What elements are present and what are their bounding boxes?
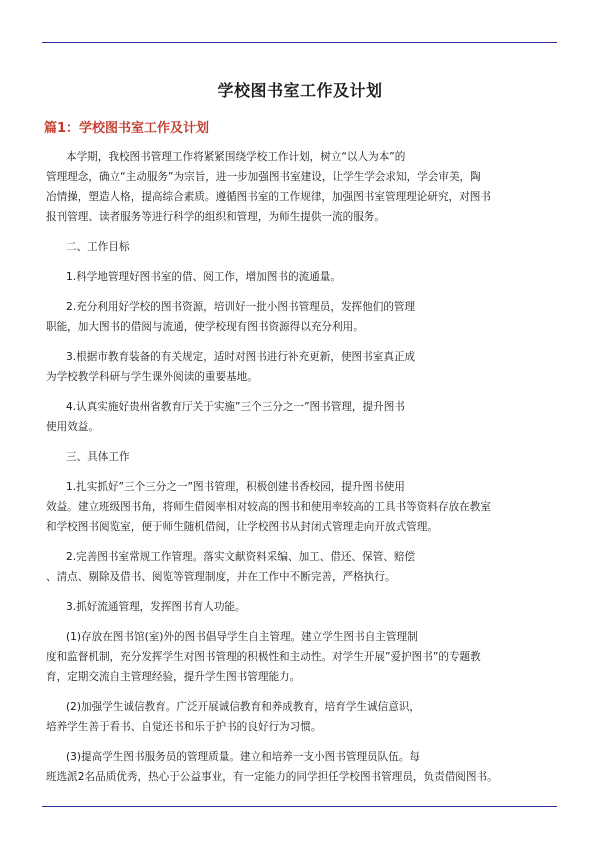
bottom-rule [42, 806, 557, 807]
text-line: 使用效益。 [46, 421, 99, 433]
text-line: 职能，加大图书的借阅与流通，使学校现有图书资源得以充分利用。 [46, 321, 364, 333]
document-body [46, 147, 558, 797]
text-line: 1.科学地管理好图书室的借、阅工作，增加图书的流通量。 [66, 271, 341, 283]
paragraph [46, 747, 558, 787]
paragraph [46, 147, 558, 227]
text-line: 三、具体工作 [66, 451, 130, 463]
text-line: 和学校图书阅览室，便于师生随机借阅，让学校图书从封闭式管理走向开放式管理。 [46, 521, 438, 533]
text-line: (3)提高学生图书服务员的管理质量。建立和培养一支小图书管理员队伍。每 [66, 751, 421, 763]
text-line: 1.扎实抓好”三个三分之一”图书管理，积极创建书香校园，提升图书使用 [66, 481, 405, 493]
text-line: 3.抓好流通管理，发挥图书育人功能。 [66, 601, 246, 613]
top-rule [42, 42, 557, 43]
text-line: 效益。建立班级图书角，将师生借阅率相对较高的图书和使用率较高的工具书等资料存放在教室 [46, 501, 491, 513]
text-line: 二、工作目标 [66, 241, 130, 253]
text-line: 度和监督机制，充分发挥学生对图书管理的积极性和主动性。对学生开展”爱护图书”的专题教 [46, 651, 481, 663]
paragraph [46, 237, 558, 257]
paragraph [46, 547, 558, 587]
text-line: 报刊管理、读者服务等进行科学的组织和管理，为师生提供一流的服务。 [46, 211, 385, 223]
text-line: 育，定期交流自主管理经验，提升学生图书管理能力。 [46, 671, 301, 683]
section-heading: 篇1：学校图书室工作及计划 [44, 121, 210, 136]
text-line: 、清点、剔除及借书、阅览等管理制度，并在工作中不断完善，严格执行。 [46, 571, 396, 583]
paragraph [46, 447, 558, 467]
text-line: 管理理念，确立“主动服务”为宗旨，进一步加强图书室建设，让学生学会求知，学会审美，陶 [46, 171, 481, 183]
paragraph [46, 297, 558, 337]
paragraph [46, 347, 558, 387]
text-line: 冶情操，塑造人格，提高综合素质。遵循图书室的工作规律，加强图书室管理理论研究，对图书 [46, 191, 491, 203]
text-line: 为学校教学科研与学生课外阅读的重要基地。 [46, 371, 258, 383]
text-line: 2.完善图书室常规工作管理。落实文献资料采编、加工、借还、保管、赔偿 [66, 551, 416, 563]
text-line: (1)存放在图书馆(室)外的图书倡导学生自主管理。建立学生图书自主管理制 [66, 631, 418, 643]
text-line: 3.根据市教育装备的有关规定，适时对图书进行补充更新，使图书室真正成 [66, 351, 416, 363]
paragraph [46, 397, 558, 437]
paragraph [46, 267, 558, 287]
paragraph [46, 597, 558, 617]
text-line: 本学期，我校图书管理工作将紧紧围绕学校工作计划，树立“以人为本”的 [66, 151, 406, 163]
paragraph [46, 627, 558, 687]
document-title: 学校图书室工作及计划 [217, 81, 383, 100]
paragraph [46, 697, 558, 737]
text-line: 4.认真实施好贵州省教育厅关于实施”三个三分之一”图书管理，提升图书 [66, 401, 405, 413]
text-line: 班选派2名品质优秀，热心于公益事业，有一定能力的同学担任学校图书管理员，负责借阅图书。 [46, 771, 498, 783]
paragraph [46, 477, 558, 537]
text-line: 培养学生善于看书、自觉还书和乐于护书的良好行为习惯。 [46, 721, 322, 733]
text-line: 2.充分利用好学校的图书资源，培训好一批小图书管理员，发挥他们的管理 [66, 301, 416, 313]
text-line: (2)加强学生诚信教育。广泛开展诚信教育和养成教育，培育学生诚信意识， [66, 701, 421, 713]
